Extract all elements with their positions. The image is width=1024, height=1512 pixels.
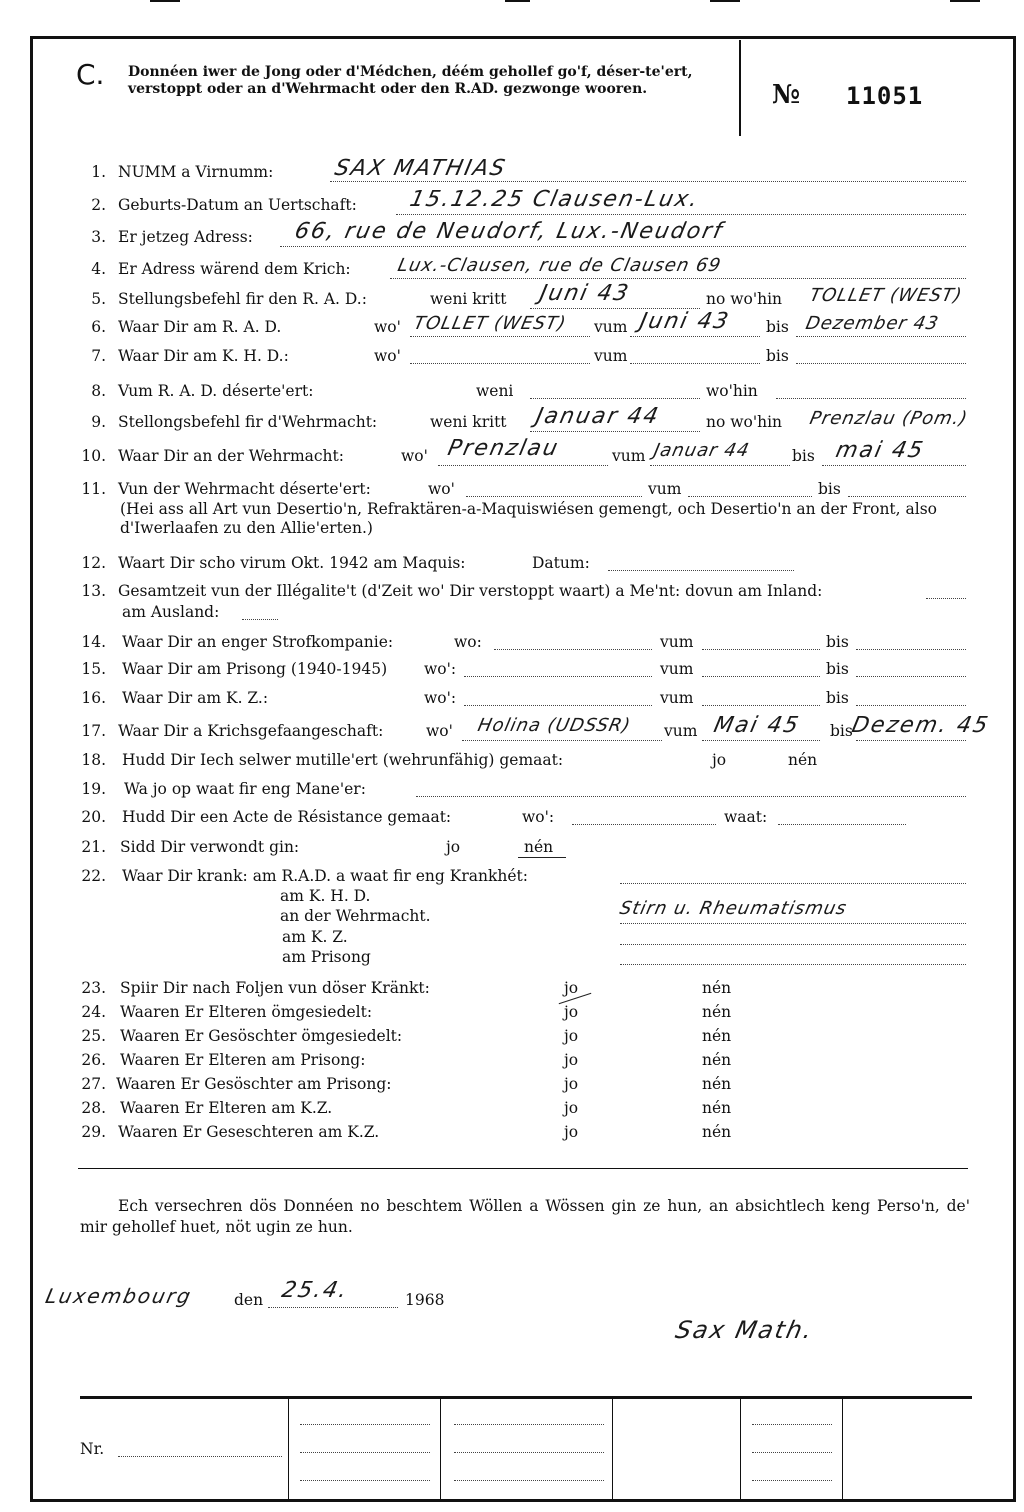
jo-option: jo (564, 1099, 579, 1117)
fill-line (796, 336, 966, 337)
field-label: Waaren Er Geseschteren am K.Z. (118, 1123, 380, 1141)
field-number: 13. (81, 582, 106, 600)
wo-label: wo' (374, 318, 401, 336)
bottom-table-divider (740, 1396, 741, 1502)
fill-line (242, 619, 278, 620)
fill-line (650, 465, 790, 466)
field-label: Stellungsbefehl fir den R. A. D.: (118, 290, 367, 308)
fill-line (268, 1307, 398, 1308)
rad-to: Dezember 43 (803, 313, 941, 334)
field-sublabel: am K. Z. (282, 928, 348, 946)
fill-line (856, 705, 966, 706)
wo-label: wo: (454, 633, 482, 651)
field-number: 2. (91, 196, 106, 214)
bis-label: bis (826, 689, 849, 707)
fill-line (796, 363, 966, 364)
nen-option: nén (788, 751, 818, 769)
bis-label: bis (826, 660, 849, 678)
field-number: 6. (91, 318, 106, 336)
field-label: Waaren Er Gesöschter am Prisong: (116, 1075, 392, 1093)
wohin-label: wo'hin (706, 382, 758, 400)
field-number: 12. (81, 554, 106, 572)
fill-line (776, 398, 966, 399)
weni-label: weni kritt (430, 413, 507, 431)
fill-line (300, 1452, 430, 1453)
fill-line (856, 676, 966, 677)
field-label: Spiir Dir nach Foljen vun döser Kränkt: (120, 979, 430, 997)
field-number: 1. (91, 163, 106, 181)
field-label: Sidd Dir verwondt gin: (120, 838, 300, 856)
fill-line (390, 278, 966, 279)
nen-option: nén (524, 838, 554, 856)
vum-label: vum (594, 318, 628, 336)
wohin-label: no wo'hin (706, 290, 783, 308)
fill-line (464, 676, 652, 677)
field-label: Waaren Er Elteren am K.Z. (120, 1099, 333, 1117)
bis-label: bis (830, 722, 853, 740)
field-sublabel: am Prisong (282, 948, 371, 966)
jo-option: jo (712, 751, 727, 769)
fill-line (396, 214, 966, 215)
field-number: 9. (91, 413, 106, 431)
field-label: Waaren Er Gesöschter ömgesiedelt: (120, 1027, 403, 1045)
vum-label: vum (660, 689, 694, 707)
captivity-from: Mai 45 (711, 713, 803, 738)
birth-value: 15.12.25 Clausen-Lux. (407, 187, 702, 212)
nen-option: nén (702, 979, 732, 997)
field-label: Wa jo op waat fir eng Mane'er: (124, 780, 366, 798)
field-number: 19. (81, 780, 106, 798)
place-signature: Luxembourg (43, 1284, 195, 1308)
wo-label: wo': (522, 808, 555, 826)
jo-option: jo (564, 979, 579, 997)
fill-line (702, 676, 820, 677)
war-address-value: Lux.-Clausen, rue de Clausen 69 (395, 255, 724, 276)
vum-label: vum (594, 347, 628, 365)
fill-line (410, 363, 590, 364)
field-number: 14. (81, 633, 106, 651)
current-address-value: 66, rue de Neudorf, Lux.-Neudorf (292, 219, 726, 244)
jo-option: jo (564, 1123, 579, 1141)
number-sign: № (772, 80, 801, 110)
bottom-table-divider (440, 1396, 441, 1502)
section-letter: C. (76, 58, 105, 91)
field-label: Er jetzeg Adress: (118, 228, 253, 246)
fill-line (620, 883, 966, 884)
fill-line (778, 824, 906, 825)
field-sublabel: an der Wehrmacht. (280, 907, 431, 925)
fill-line (702, 649, 820, 650)
wo-label: wo': (424, 660, 457, 678)
field-number: 17. (81, 722, 106, 740)
wo-label: wo' (428, 480, 455, 498)
field-label: Waart Dir scho virum Okt. 1942 am Maquis: (118, 554, 466, 572)
field-number: 28. (81, 1099, 106, 1117)
datum-label: Datum: (532, 554, 590, 572)
fill-line (330, 181, 966, 182)
fill-line (856, 649, 966, 650)
field-number: 3. (91, 228, 106, 246)
field-label: Gesamtzeit vun der Illégalite't (d'Zeit wo' Dir verstoppt waart) a Me'nt: dovun am Inland: (118, 582, 823, 600)
fill-line (462, 740, 662, 741)
fill-line (848, 496, 966, 497)
wo-label: wo': (424, 689, 457, 707)
bis-label: bis (766, 347, 789, 365)
fill-line (454, 1452, 604, 1453)
section-separator (78, 1168, 968, 1169)
field-label: Waar Dir an enger Strofkompanie: (122, 633, 394, 651)
field-label: Waar Dir an der Wehrmacht: (118, 447, 344, 465)
nen-option: nén (702, 1051, 732, 1069)
wo-label: wo' (426, 722, 453, 740)
wo-label: wo' (374, 347, 401, 365)
field-label: Geburts-Datum an Uertschaft: (118, 196, 357, 214)
rad-from: Juni 43 (637, 309, 733, 334)
fill-line (752, 1452, 832, 1453)
field-number: 23. (81, 979, 106, 997)
field-label: Hudd Dir een Acte de Résistance gemaat: (122, 808, 452, 826)
field-label: Waar Dir am Prisong (1940-1945) (122, 660, 388, 678)
fill-line (530, 431, 700, 432)
wehrmacht-to: mai 45 (833, 438, 927, 463)
bottom-table-divider (612, 1396, 613, 1502)
fill-line (620, 944, 966, 945)
jo-option: jo (564, 1003, 579, 1021)
field-number: 22. (81, 867, 106, 885)
fill-line (118, 1456, 282, 1457)
field-number: 20. (81, 808, 106, 826)
fill-line (630, 363, 760, 364)
den-label: den (234, 1291, 264, 1309)
bottom-table-divider (842, 1396, 843, 1502)
year-value: 1968 (405, 1291, 445, 1309)
field-11-note: (Hei ass all Art vun Desertio'n, Refraktären-a-Maquiswiésen gemengt, och Desertio'n an der Front, also d'Iwerlaafen zu den Allie'erten.) (120, 500, 938, 537)
rad-place: TOLLET (WEST) (411, 313, 569, 334)
fill-line (454, 1424, 604, 1425)
waat-label: waat: (724, 808, 768, 826)
top-dash (950, 0, 980, 2)
nen-mark (518, 857, 566, 858)
fill-line (300, 1480, 430, 1481)
top-dash (505, 0, 530, 2)
wehrmacht-order-date: Januar 44 (533, 404, 663, 429)
fill-line (620, 923, 966, 924)
field-label: Waar Dir krank: am R.A.D. a waat fir eng Krankhét: (122, 867, 528, 885)
field-number: 21. (81, 838, 106, 856)
field-number: 10. (81, 447, 106, 465)
rad-order-date: Juni 43 (537, 281, 633, 306)
field-label: Vum R. A. D. déserte'ert: (118, 382, 314, 400)
field-label: am Ausland: (122, 603, 220, 621)
weni-label: weni kritt (430, 290, 507, 308)
field-label: Waar Dir am K. Z.: (122, 689, 269, 707)
date-value: 25.4. (279, 1278, 351, 1303)
fill-line (466, 496, 642, 497)
fill-line (280, 246, 966, 247)
jo-option: jo (446, 838, 461, 856)
declaration-text: Ech versechren dös Donnéen no beschtem Wöllen a Wössen gin ze hun, an absichtlech keng Perso'n, de' mir gehollef huet, nöt ugin ze hun. (80, 1197, 970, 1236)
name-value: SAX MATHIAS (332, 156, 509, 181)
fill-line (572, 824, 716, 825)
wohin-label: no wo'hin (706, 413, 783, 431)
fill-line (530, 398, 700, 399)
wehrmacht-from: Januar 44 (651, 440, 752, 461)
fill-line (464, 705, 652, 706)
fill-line (752, 1424, 832, 1425)
section-title: Donnéen iwer de Jong oder d'Médchen, déém gehollef go'f, déser-te'ert, verstoppt oder an d'Wehrmacht oder den R.AD. gezwonge wooren. (128, 64, 693, 97)
fill-line (438, 465, 608, 466)
fill-line (620, 964, 966, 965)
field-sublabel: am K. H. D. (280, 887, 371, 905)
vum-label: vum (612, 447, 646, 465)
vum-label: vum (648, 480, 682, 498)
jo-option: jo (564, 1027, 579, 1045)
field-number: 16. (81, 689, 106, 707)
vum-label: vum (660, 633, 694, 651)
field-number: 15. (81, 660, 106, 678)
field-number: 7. (91, 347, 106, 365)
field-label: Vun der Wehrmacht déserte'ert: (118, 480, 371, 498)
bis-label: bis (766, 318, 789, 336)
field-number: 4. (91, 260, 106, 278)
bis-label: bis (792, 447, 815, 465)
captivity-place: Holina (UDSSR) (475, 715, 633, 736)
field-number: 8. (91, 382, 106, 400)
fill-line (608, 570, 794, 571)
field-number: 25. (81, 1027, 106, 1045)
top-dash (710, 0, 740, 2)
wehrmacht-place: Prenzlau (445, 436, 562, 461)
bis-label: bis (818, 480, 841, 498)
jo-option: jo (564, 1051, 579, 1069)
nen-option: nén (702, 1027, 732, 1045)
form-number: 11051 (846, 82, 924, 110)
nen-option: nén (702, 1099, 732, 1117)
fill-line (416, 796, 966, 797)
fill-line (630, 336, 760, 337)
signature: Sax Math. (673, 1316, 817, 1344)
nen-option: nén (702, 1123, 732, 1141)
fill-line (926, 598, 966, 599)
fill-line (494, 649, 652, 650)
fill-line (688, 496, 812, 497)
bis-label: bis (826, 633, 849, 651)
vum-label: vum (664, 722, 698, 740)
field-number: 24. (81, 1003, 106, 1021)
bottom-table-top (80, 1396, 972, 1399)
field-label: Waaren Er Elteren ömgesiedelt: (120, 1003, 373, 1021)
fill-line (702, 705, 820, 706)
field-label: Waar Dir am R. A. D. (118, 318, 282, 336)
fill-line (410, 336, 590, 337)
nen-option: nén (702, 1003, 732, 1021)
wo-label: wo' (401, 447, 428, 465)
field-label: Hudd Dir Iech selwer mutille'ert (wehrunfähig) gemaat: (122, 751, 564, 769)
fill-line (454, 1480, 604, 1481)
field-label: Er Adress wärend dem Krich: (118, 260, 351, 278)
vum-label: vum (660, 660, 694, 678)
field-number: 26. (81, 1051, 106, 1069)
illness-value: Stirn u. Rheumatismus (617, 898, 849, 919)
fill-line (300, 1424, 430, 1425)
field-label: Stellongsbefehl fir d'Wehrmacht: (118, 413, 378, 431)
field-number: 29. (81, 1123, 106, 1141)
field-number: 18. (81, 751, 106, 769)
field-number: 11. (81, 480, 106, 498)
field-label: NUMM a Virnumm: (118, 163, 274, 181)
field-number: 5. (91, 290, 106, 308)
field-label: Waaren Er Elteren am Prisong: (120, 1051, 366, 1069)
nen-option: nén (702, 1075, 732, 1093)
field-label: Waar Dir a Krichsgefaangeschaft: (118, 722, 384, 740)
bottom-table-divider (288, 1396, 289, 1502)
wehrmacht-order-destination: Prenzlau (Pom.) (807, 408, 970, 429)
captivity-to: Dezem. 45 (849, 713, 992, 738)
fill-line (822, 465, 966, 466)
fill-line (752, 1480, 832, 1481)
field-number: 27. (81, 1075, 106, 1093)
nr-label: Nr. (80, 1440, 105, 1458)
header-divider (739, 40, 741, 136)
fill-line (856, 740, 966, 741)
jo-option: jo (564, 1075, 579, 1093)
weni-label: weni (476, 382, 514, 400)
top-dash (150, 0, 180, 2)
rad-order-destination: TOLLET (WEST) (807, 285, 965, 306)
fill-line (702, 740, 820, 741)
field-label: Waar Dir am K. H. D.: (118, 347, 289, 365)
